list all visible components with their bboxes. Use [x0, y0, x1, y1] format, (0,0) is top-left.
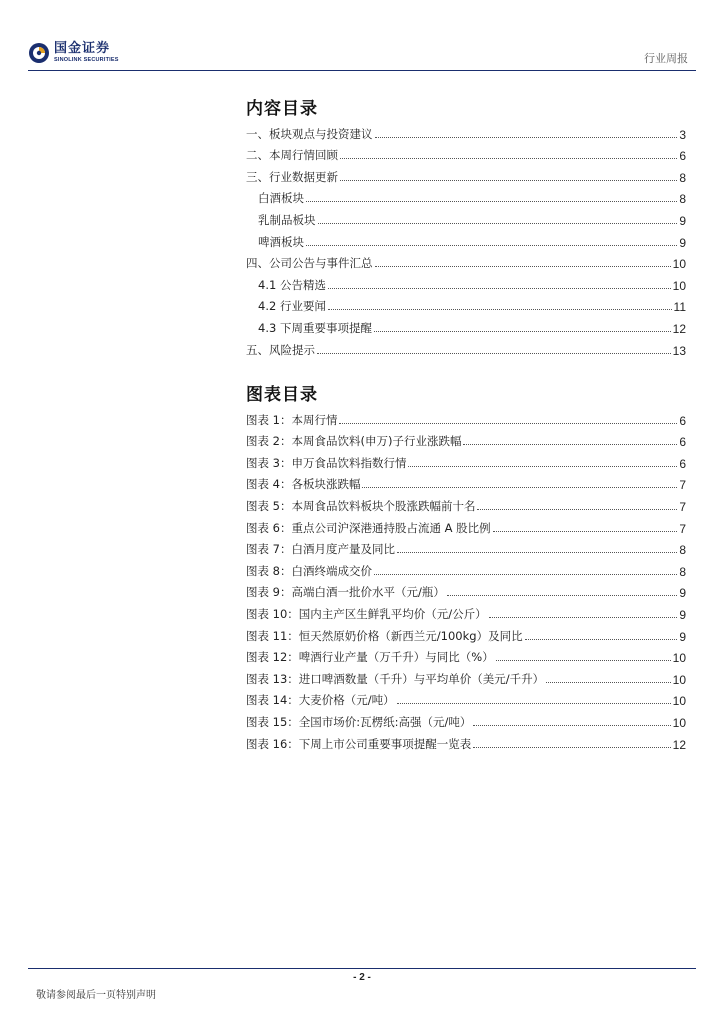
figure-entry-page: 6 — [679, 413, 686, 428]
dot-leader — [408, 465, 677, 467]
page-header — [0, 0, 724, 80]
toc-entry[interactable] — [246, 228, 686, 250]
dot-leader — [397, 551, 677, 553]
toc-entry-page: 9 — [679, 213, 686, 228]
dot-leader — [339, 422, 677, 424]
toc-entry-label: 4.1 公告精选 — [258, 277, 326, 292]
dot-leader — [496, 659, 671, 661]
figure-entry-label: 图表 1：本周行情 — [246, 412, 338, 427]
dot-leader — [306, 244, 677, 246]
figure-entry[interactable] — [246, 730, 686, 752]
toc-entry-page: 3 — [679, 127, 686, 142]
company-logo — [28, 42, 119, 64]
figure-entry-page: 7 — [679, 499, 686, 514]
dot-leader — [473, 746, 670, 748]
figure-entry-label: 图表 11：恒天然原奶价格（新西兰元/100kg）及同比 — [246, 628, 523, 643]
logo-english-text: SINOLINK SECURITIES — [54, 57, 119, 64]
page-number: - 2 - — [353, 972, 371, 983]
footer-divider — [28, 968, 696, 969]
figure-entry[interactable] — [246, 687, 686, 709]
figure-entry-label: 图表 4：各板块涨跌幅 — [246, 477, 361, 492]
figure-entry-label: 图表 7：白酒月度产量及同比 — [246, 542, 395, 557]
figure-entry-page: 10 — [672, 715, 686, 730]
figure-entry[interactable] — [246, 622, 686, 644]
figure-entry[interactable] — [246, 557, 686, 579]
figure-entry[interactable] — [246, 708, 686, 730]
toc-entry[interactable] — [246, 314, 686, 336]
report-type: 行业周报 — [644, 52, 688, 65]
dot-leader — [362, 486, 677, 488]
figure-entry-page: 7 — [679, 521, 686, 536]
dot-leader — [374, 330, 671, 332]
header-divider — [28, 70, 696, 71]
toc-entry-label: 4.2 行业要闻 — [258, 299, 326, 314]
toc-entry-label: 4.3 下周重要事项提醒 — [258, 320, 372, 335]
figure-entry[interactable] — [246, 406, 686, 428]
figure-entry-label: 图表 13：进口啤酒数量（千升）与平均单价（美元/千升） — [246, 671, 545, 686]
dot-leader — [447, 594, 677, 596]
toc-entry-page: 10 — [672, 278, 686, 293]
figure-entry-page: 6 — [679, 456, 686, 471]
figure-entry-page: 9 — [679, 607, 686, 622]
toc-entry-page: 9 — [679, 235, 686, 250]
dot-leader — [328, 308, 672, 310]
dot-leader — [477, 508, 677, 510]
figure-entry-label: 图表 15：全国市场价:瓦楞纸:高强（元/吨） — [246, 714, 472, 729]
dot-leader — [328, 287, 671, 289]
toc-entry[interactable] — [246, 163, 686, 185]
figure-entry-label: 图表 14：大麦价格（元/吨） — [246, 693, 395, 708]
toc-entry-label: 五、风险提示 — [246, 342, 315, 357]
toc-entry[interactable] — [246, 206, 686, 228]
dot-leader — [463, 443, 677, 445]
figure-entry-page: 10 — [672, 694, 686, 709]
toc-entry-page: 12 — [672, 321, 686, 336]
toc-entry-page: 8 — [679, 170, 686, 185]
toc-entry-label: 四、公司公告与事件汇总 — [246, 256, 373, 271]
figure-entry-label: 图表 5：本周食品饮料板块个股涨跌幅前十名 — [246, 498, 476, 513]
figure-entry-page: 9 — [679, 586, 686, 601]
figure-entry-label: 图表 3：申万食品饮料指数行情 — [246, 455, 407, 470]
figure-entry-label: 图表 2：本周食品饮料(申万)子行业涨跌幅 — [246, 434, 462, 449]
dot-leader — [340, 157, 677, 159]
toc-entry-label: 乳制品板块 — [258, 212, 316, 227]
logo-chinese-text: 国金证券 — [54, 41, 111, 57]
figure-entry-page: 12 — [672, 737, 686, 752]
figure-entry-label: 图表 10：国内主产区生鲜乳平均价（元/公斤） — [246, 606, 487, 621]
toc-entry[interactable] — [246, 250, 686, 272]
toc-entry-label: 三、行业数据更新 — [246, 169, 338, 184]
dot-leader — [493, 530, 678, 532]
figures-title: 图表目录 — [246, 385, 318, 405]
dot-leader — [489, 616, 678, 618]
toc-entry[interactable] — [246, 271, 686, 293]
figure-entry-page: 10 — [672, 672, 686, 687]
figure-entry[interactable] — [246, 644, 686, 666]
figure-entry[interactable] — [246, 579, 686, 601]
toc-entry[interactable] — [246, 336, 686, 358]
dot-leader — [525, 638, 678, 640]
dot-leader — [397, 702, 671, 704]
figure-entry[interactable] — [246, 492, 686, 514]
dot-leader — [546, 681, 670, 683]
toc-entry-page: 8 — [679, 192, 686, 207]
toc-entry-page: 10 — [672, 257, 686, 272]
figure-entry[interactable] — [246, 665, 686, 687]
figure-entry[interactable] — [246, 449, 686, 471]
figure-entry[interactable] — [246, 536, 686, 558]
toc-entry-page: 6 — [679, 149, 686, 164]
dot-leader — [318, 222, 678, 224]
figure-entry-page: 7 — [679, 478, 686, 493]
dot-leader — [473, 724, 670, 726]
toc-entry[interactable] — [246, 120, 686, 142]
dot-leader — [375, 136, 678, 138]
dot-leader — [306, 200, 677, 202]
toc-entry[interactable] — [246, 293, 686, 315]
list-of-figures — [246, 406, 686, 752]
dot-leader — [375, 265, 671, 267]
figure-entry[interactable] — [246, 471, 686, 493]
toc-title: 内容目录 — [246, 99, 318, 119]
figure-entry-label: 图表 6：重点公司沪深港通持股占流通 A 股比例 — [246, 520, 491, 535]
dot-leader — [340, 179, 677, 181]
dot-leader — [317, 352, 671, 354]
figure-entry-page: 10 — [672, 651, 686, 666]
toc-entry-page: 13 — [672, 343, 686, 358]
figure-entry-label: 图表 9：高端白酒一批价水平（元/瓶） — [246, 585, 445, 600]
figure-entry-page: 8 — [679, 543, 686, 558]
table-of-contents — [246, 120, 686, 358]
figure-entry[interactable] — [246, 428, 686, 450]
disclaimer-note: 敬请参阅最后一页特别声明 — [36, 990, 156, 1001]
figure-entry-label: 图表 12：啤酒行业产量（万千升）与同比（%） — [246, 650, 494, 665]
toc-entry-label: 啤酒板块 — [258, 234, 304, 249]
figure-entry-page: 6 — [679, 435, 686, 450]
figure-entry-page: 9 — [679, 629, 686, 644]
figure-entry-label: 图表 8：白酒终端成交价 — [246, 563, 372, 578]
toc-entry-page: 11 — [673, 300, 686, 315]
toc-entry[interactable] — [246, 142, 686, 164]
figure-entry[interactable] — [246, 600, 686, 622]
toc-entry[interactable] — [246, 185, 686, 207]
toc-entry-label: 白酒板块 — [258, 191, 304, 206]
figure-entry-page: 8 — [679, 564, 686, 579]
toc-entry-label: 一、板块观点与投资建议 — [246, 126, 373, 141]
sinolink-logo-icon — [28, 42, 50, 64]
dot-leader — [374, 573, 677, 575]
figure-entry-label: 图表 16：下周上市公司重要事项提醒一览表 — [246, 736, 472, 751]
figure-entry[interactable] — [246, 514, 686, 536]
toc-entry-label: 二、本周行情回顾 — [246, 148, 338, 163]
